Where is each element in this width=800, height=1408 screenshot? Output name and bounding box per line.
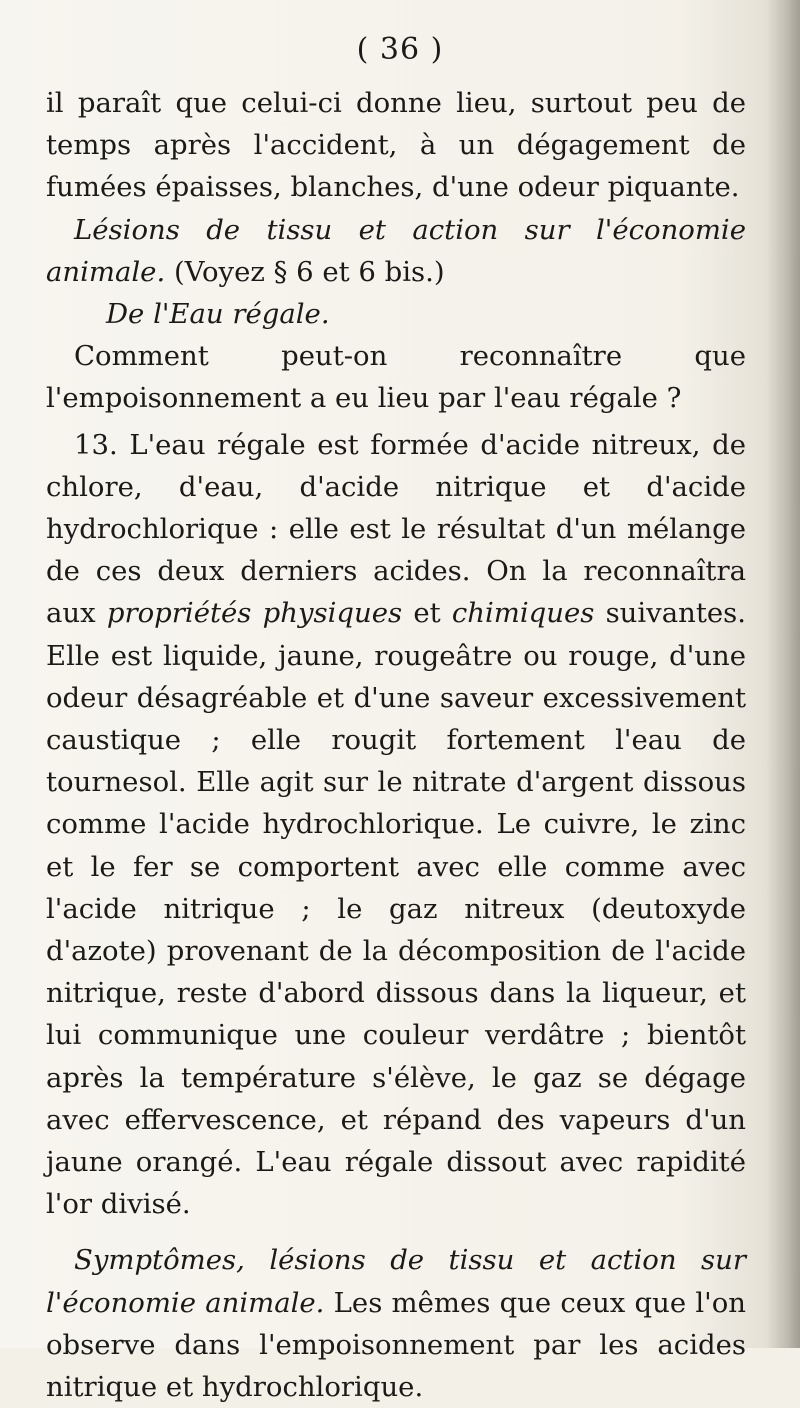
p13-italic-chemical: chimiques bbox=[451, 597, 595, 630]
paragraph-lesions bbox=[46, 209, 746, 293]
lesions-heading: Lésions de tissu et action sur l'économie animale. bbox=[46, 213, 746, 288]
symptoms-text: Les mêmes que ceux que l'on observe dans l'empoisonnement par les acides nitrique et hydrochlorique. bbox=[46, 1286, 746, 1404]
p13-text-c: suivantes. Elle est liquide, jaune, rougeâtre ou rouge, d'une odeur désagréable et d'une saveur excessivement caustique ; elle rougit fortement l'eau de tournesol. Elle agit sur le nitrate d'argent dissous comme l'acide hydrochlorique. Le cuivre, le zinc et le fer se comportent avec elle comme avec l'acide nitrique ; le gaz nitreux (deutoxyde d'azote) provenant de la décomposition de l'acide nitrique, reste d'abord dissous dans la liqueur, et lui communique une couleur verdâtre ; bientôt après la température s'élève, le gaz se dégage avec effervescence, et répand des vapeurs d'un jaune orangé. L'eau régale dissout avec rapidité l'or divisé. bbox=[46, 597, 747, 1221]
paragraph-intro: il paraît que celui-ci donne lieu, surtout peu de temps après l'accident, à un dégagement de fumées épaisses, blanches, d'une odeur piquante. bbox=[46, 87, 746, 204]
section-title bbox=[46, 293, 746, 335]
paragraph-symptoms bbox=[46, 1239, 746, 1408]
page-number: ( 36 ) bbox=[356, 32, 444, 67]
paragraph-question: Comment peut-on reconnaître que l'empoisonnement a eu lieu par l'eau régale ? bbox=[46, 340, 746, 415]
page-edge-shadow bbox=[766, 0, 800, 1348]
p13-italic-physical: propriétés physiques bbox=[106, 597, 403, 630]
p13-text-a: 13. L'eau régale est formée d'acide nitreux, de chlore, d'eau, d'acide nitrique et d'acide hydrochlorique : elle est le résultat d'un mélange de ces deux derniers acides. On la reconnaîtra aux bbox=[46, 428, 746, 630]
paragraph-13 bbox=[46, 424, 746, 1226]
lesions-reference: (Voyez § 6 et 6 bis.) bbox=[173, 255, 445, 288]
p13-text-b: et bbox=[402, 597, 452, 630]
section-title-text: De l'Eau régale. bbox=[106, 298, 330, 331]
symptoms-heading: Symptômes, lésions de tissu et action sur l'économie animale. bbox=[46, 1244, 746, 1319]
page-body bbox=[46, 82, 746, 1408]
